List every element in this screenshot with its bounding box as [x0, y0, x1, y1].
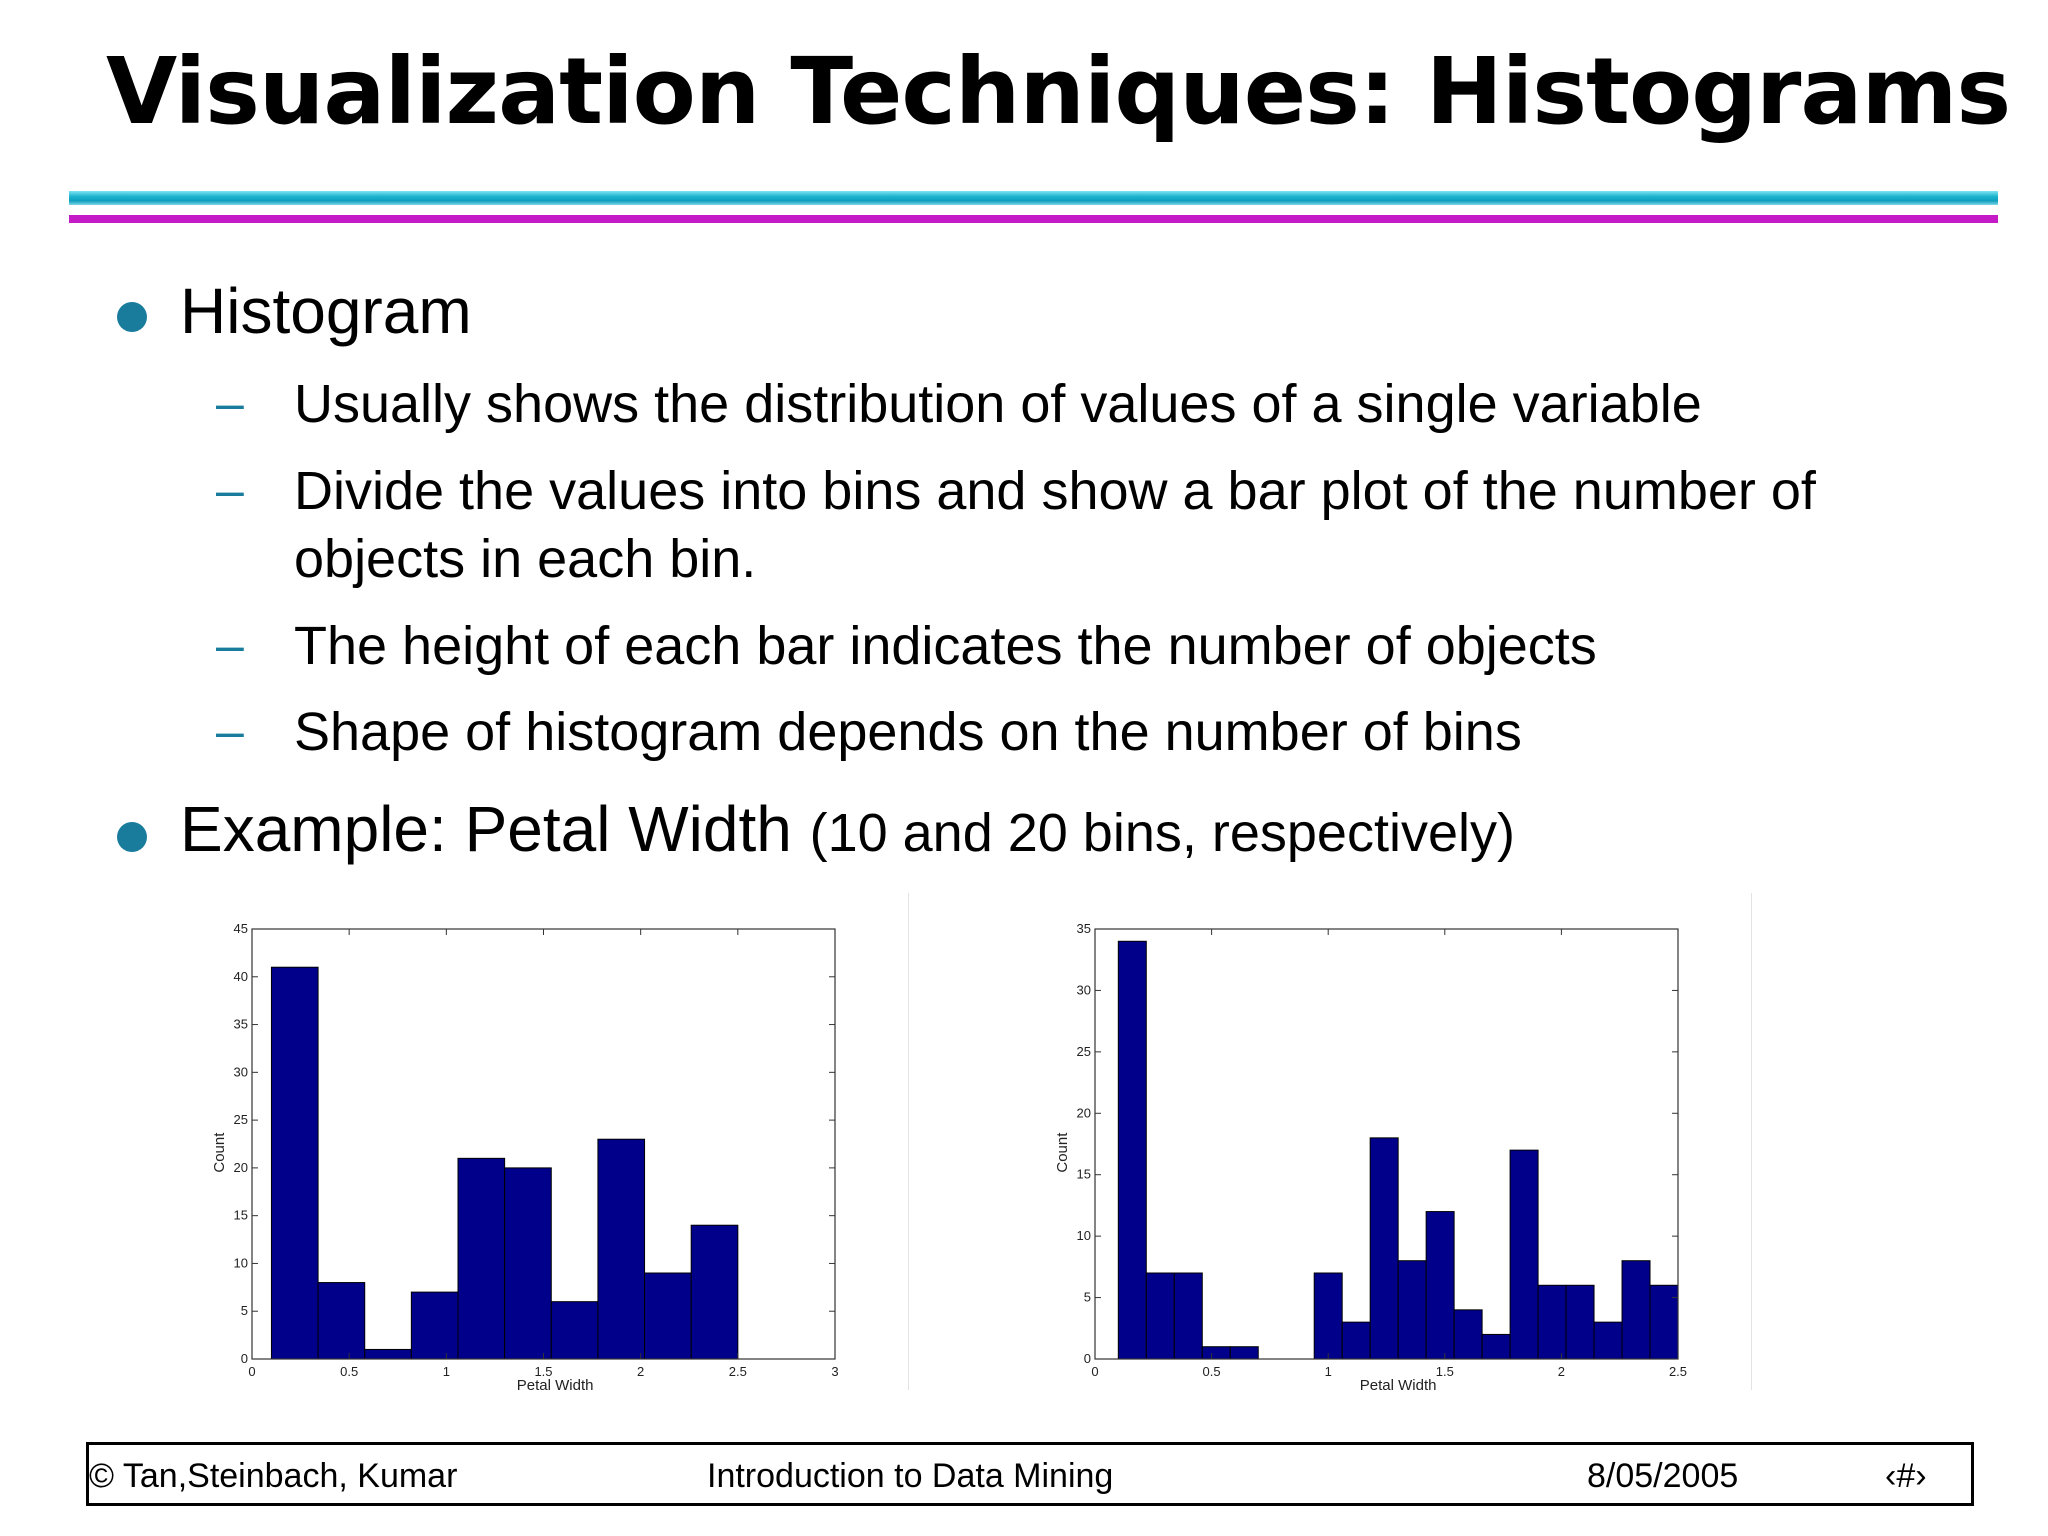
- y-tick-label: 25: [1076, 1043, 1091, 1059]
- slide-title: Visualization Techniques: Histograms: [106, 38, 2011, 145]
- y-tick-label: 30: [1076, 982, 1091, 998]
- histogram-bar: [691, 1225, 738, 1359]
- y-tick-label: 20: [1076, 1105, 1091, 1121]
- y-tick-label: 10: [233, 1255, 248, 1271]
- y-tick-label: 0: [240, 1351, 248, 1366]
- histogram-bar: [411, 1292, 458, 1359]
- histogram-bar: [1538, 1285, 1566, 1359]
- example-note: (10 and 20 bins, respectively): [809, 803, 1515, 863]
- x-tick-label: 2.5: [1668, 1364, 1688, 1379]
- x-tick-label: 0.5: [340, 1364, 359, 1379]
- histogram-bar: [1622, 1261, 1650, 1359]
- chart-divider: [908, 893, 909, 1390]
- histogram-bar: [318, 1283, 365, 1359]
- y-tick-label: 25: [233, 1112, 248, 1128]
- histogram-bar: [1510, 1150, 1538, 1359]
- x-axis-label: Petal Width: [1359, 1377, 1437, 1394]
- footer-copyright: © Tan,Steinbach, Kumar: [89, 1457, 458, 1495]
- footer-course: Introduction to Data Mining: [707, 1457, 1114, 1495]
- histogram-bar: [1370, 1138, 1398, 1359]
- y-tick-label: 30: [233, 1064, 248, 1080]
- histogram-bar: [365, 1349, 412, 1359]
- sub-bullet-shape: Shape of histogram depends on the number of bins: [294, 702, 1522, 762]
- x-axis-label: Petal Width: [516, 1377, 594, 1394]
- chart-divider: [1751, 893, 1752, 1390]
- y-axis-label: Count: [1054, 1132, 1071, 1173]
- x-tick-label: 1.5: [534, 1364, 553, 1379]
- histogram-bar: [1426, 1212, 1454, 1359]
- histogram-bar: [645, 1273, 692, 1359]
- histogram-bar: [1566, 1285, 1594, 1359]
- bullet-dot-icon: [117, 822, 147, 852]
- dash-icon: –: [216, 375, 244, 431]
- slide-footer: [86, 1442, 1974, 1506]
- x-tick-label: 1.5: [1435, 1364, 1454, 1379]
- histogram-bar: [505, 1168, 552, 1359]
- bullet-dot-icon: [117, 302, 147, 332]
- histogram-bar: [1174, 1273, 1202, 1359]
- histogram-bar: [1314, 1273, 1342, 1359]
- histogram-bar: [1342, 1322, 1370, 1359]
- histogram-bar: [1230, 1347, 1258, 1359]
- x-tick-label: 2: [1557, 1364, 1566, 1379]
- title-rule-magenta: [69, 215, 1998, 223]
- y-tick-label: 45: [233, 921, 248, 936]
- y-tick-label: 15: [233, 1207, 248, 1223]
- bullet-example: [180, 792, 1515, 866]
- histogram-bar: [1398, 1261, 1426, 1359]
- y-tick-label: 10: [1076, 1228, 1091, 1244]
- x-tick-label: 0: [248, 1364, 256, 1379]
- sub-bullet-bins-line2: objects in each bin.: [294, 529, 757, 589]
- histogram-bar: [551, 1302, 598, 1359]
- x-tick-label: 0.5: [1202, 1364, 1221, 1379]
- title-rule-cyan: [69, 191, 1998, 205]
- footer-page-number: ‹#›: [1885, 1457, 1927, 1495]
- histogram-bar: [598, 1139, 645, 1359]
- histogram-bar: [1454, 1310, 1482, 1359]
- histogram-20-bins: [1043, 915, 1703, 1395]
- example-label: Example: Petal Width: [180, 793, 792, 865]
- x-tick-label: 1: [1324, 1364, 1332, 1379]
- histogram-bar: [271, 967, 318, 1359]
- histogram-bar: [1118, 941, 1146, 1359]
- x-tick-label: 2: [637, 1364, 645, 1379]
- x-tick-label: 1: [442, 1364, 450, 1379]
- dash-icon: –: [216, 462, 244, 518]
- histogram-bar: [1650, 1285, 1678, 1359]
- histogram-bar: [458, 1158, 505, 1359]
- x-tick-label: 0: [1091, 1364, 1099, 1379]
- y-tick-label: 35: [233, 1016, 248, 1032]
- histogram-bar: [1594, 1322, 1622, 1359]
- y-tick-label: 20: [233, 1159, 248, 1175]
- y-tick-label: 15: [1076, 1166, 1091, 1182]
- x-tick-label: 2.5: [728, 1364, 747, 1379]
- y-tick-label: 0: [1083, 1351, 1091, 1366]
- histogram-bar: [1146, 1273, 1174, 1359]
- y-axis-label: Count: [211, 1132, 228, 1173]
- dash-icon: –: [216, 617, 244, 673]
- x-tick-label: 3: [831, 1364, 839, 1379]
- y-tick-label: 5: [240, 1303, 248, 1319]
- y-tick-label: 35: [1076, 921, 1091, 936]
- y-tick-label: 40: [233, 968, 248, 984]
- histogram-bar: [1202, 1347, 1230, 1359]
- sub-bullet-distribution: Usually shows the distribution of values of a single variable: [294, 374, 1702, 434]
- y-tick-label: 5: [1083, 1289, 1091, 1305]
- histogram-bar: [1482, 1334, 1510, 1359]
- sub-bullet-bins-line1: Divide the values into bins and show a bar plot of the number of: [294, 461, 1816, 521]
- dash-icon: –: [216, 703, 244, 759]
- footer-date: 8/05/2005: [1587, 1457, 1739, 1495]
- histogram-10-bins: [200, 915, 860, 1395]
- sub-bullet-height: The height of each bar indicates the number of objects: [294, 616, 1597, 676]
- bullet-histogram: Histogram: [180, 275, 472, 347]
